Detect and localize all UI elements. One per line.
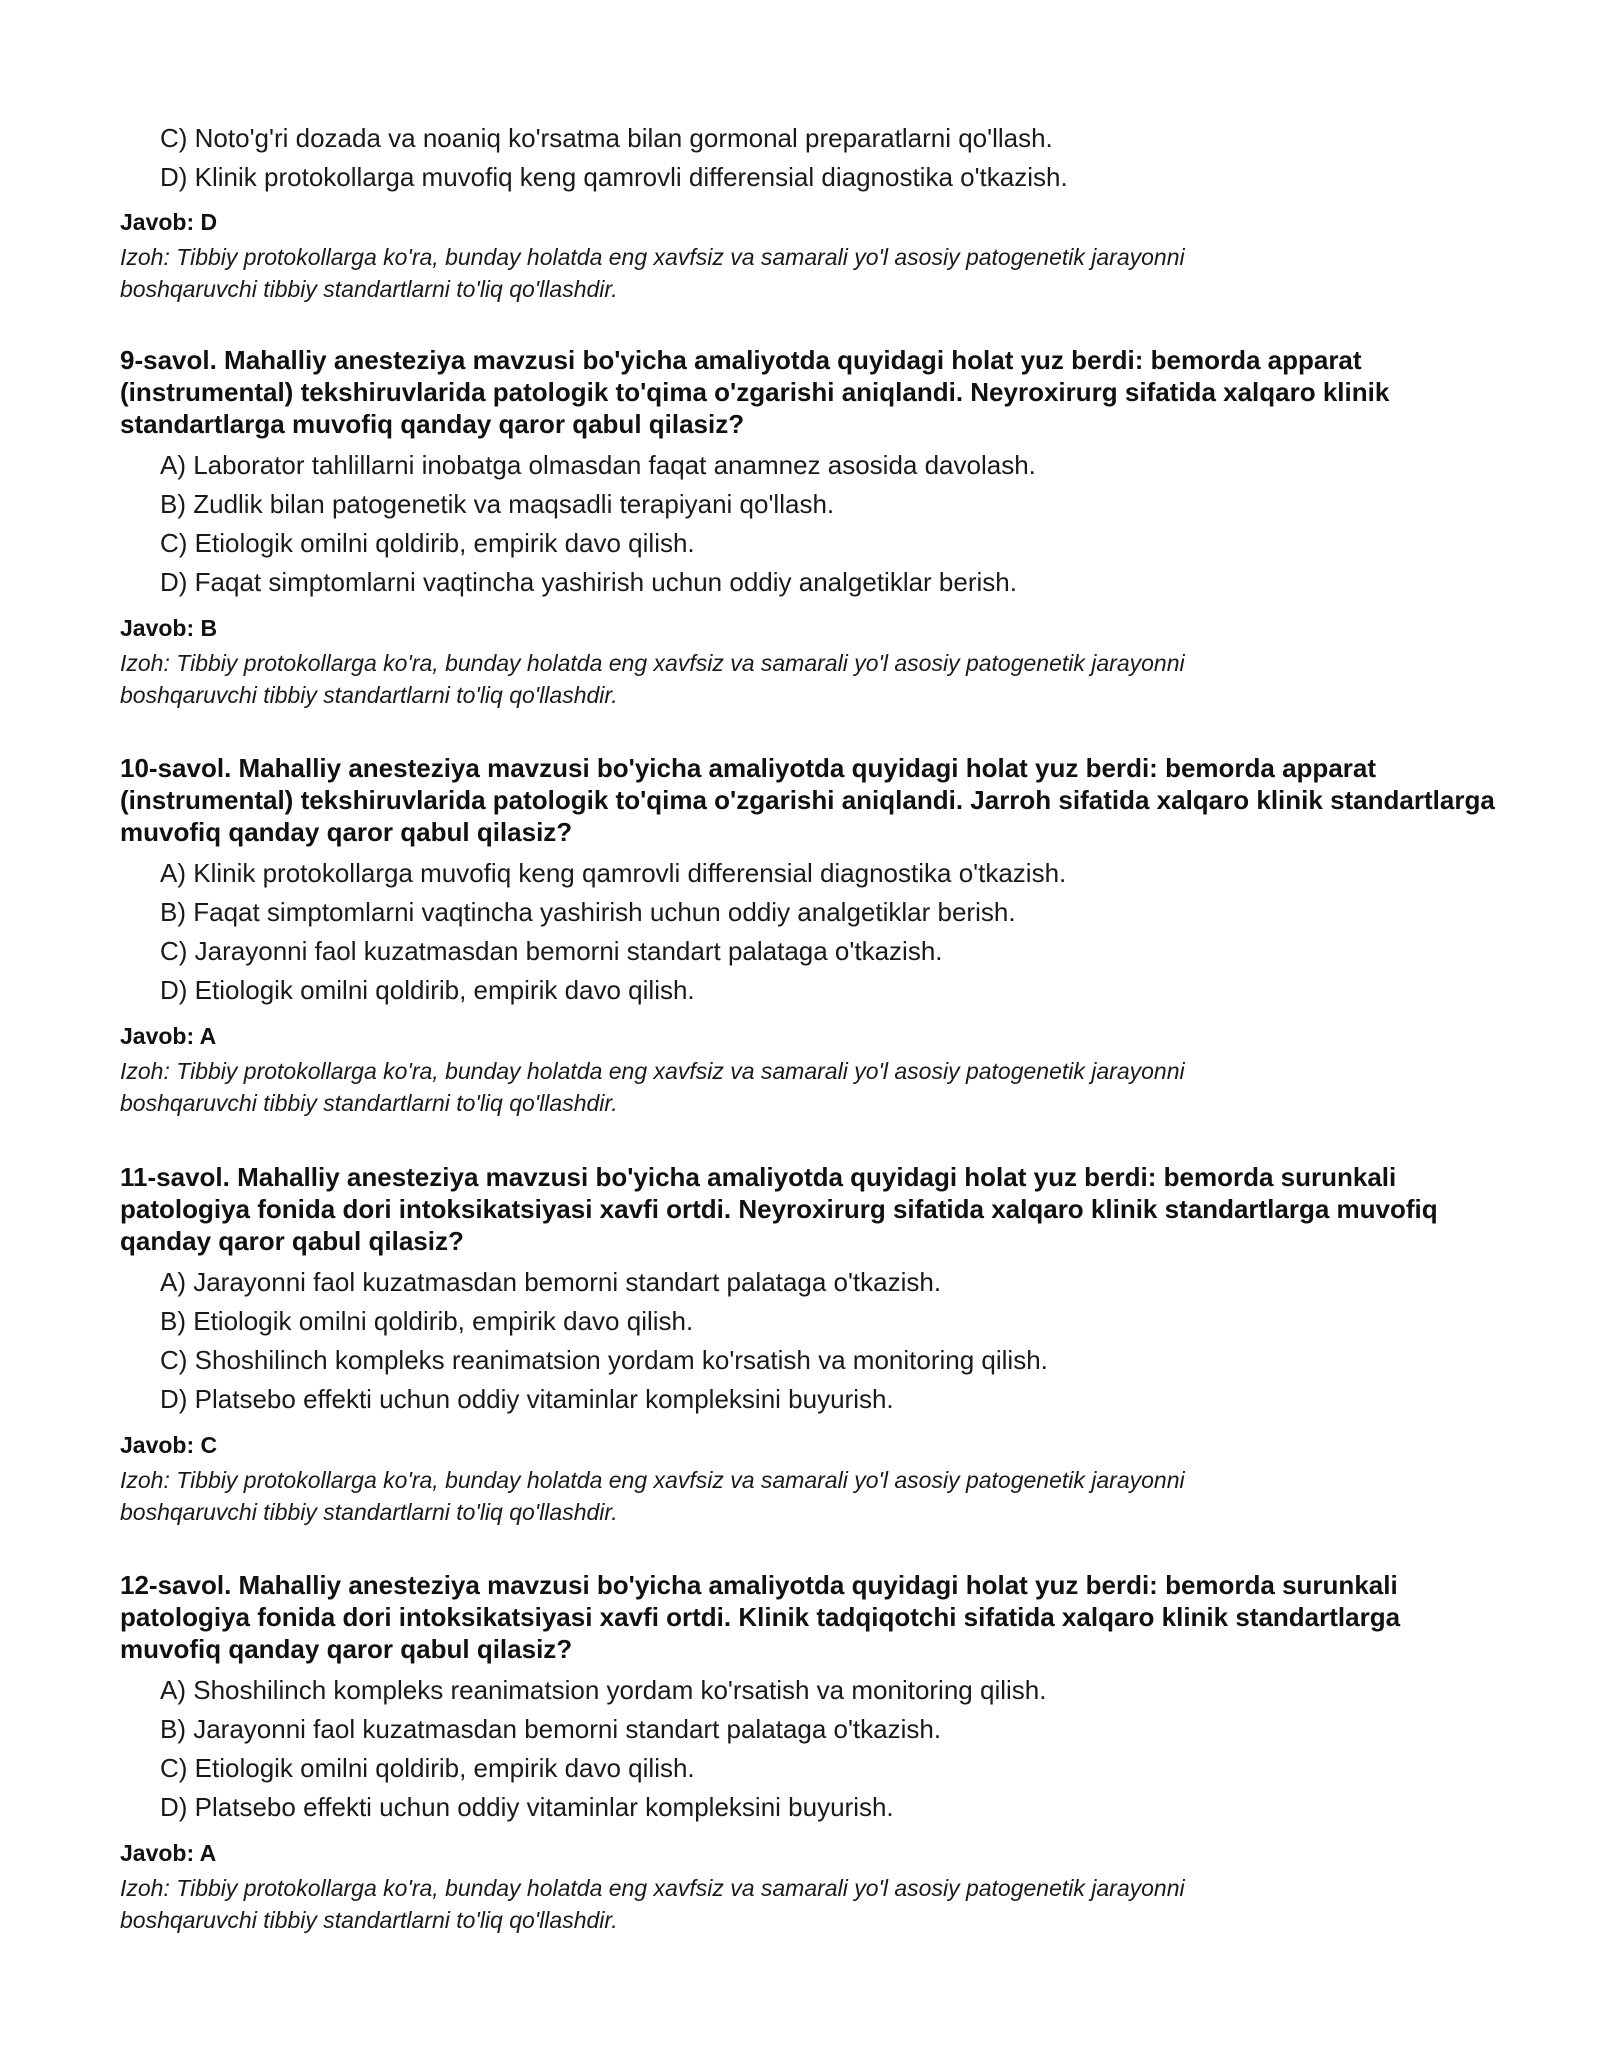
option-d: D) Klinik protokollarga muvofiq keng qamrovli differensial diagnostika o'tkazish.: [160, 162, 1068, 192]
note-line-2: boshqaruvchi tibbiy standartlarni to'liq qo'llashdir.: [120, 1907, 618, 1933]
answer-label: Javob: C: [120, 1432, 218, 1458]
note-line-2: boshqaruvchi tibbiy standartlarni to'liq qo'llashdir.: [120, 682, 618, 708]
answer-label: Javob: D: [120, 209, 218, 235]
option-c: C) Noto'g'ri dozada va noaniq ko'rsatma bilan gormonal preparatlarni qo'llash.: [160, 123, 1053, 153]
note-line-1: Izoh: Tibbiy protokollarga ko'ra, bunday holatda eng xavfsiz va samarali yo'l asosiy patogenetik jarayonni: [120, 1058, 1185, 1084]
option-c: C) Shoshilinch kompleks reanimatsion yordam ko'rsatish va monitoring qilish.: [160, 1345, 1048, 1375]
option-a: A) Klinik protokollarga muvofiq keng qamrovli differensial diagnostika o'tkazish.: [160, 858, 1067, 888]
question-text: 11-savol. Mahalliy anesteziya mavzusi bo'yicha amaliyotda quyidagi holat yuz berdi: bemorda surunkali patologiya fonida dori intoksikatsiyasi xavfi ortdi. Neyroxirurg sifatida xalqaro klinik standartlarga muvofiq qanday qaror qabul qilasiz?: [120, 1162, 1438, 1256]
option-b: B) Faqat simptomlarni vaqtincha yashirish uchun oddiy analgetiklar berish.: [160, 897, 1016, 927]
note-line-1: Izoh: Tibbiy protokollarga ko'ra, bunday holatda eng xavfsiz va samarali yo'l asosiy patogenetik jarayonni: [120, 1875, 1185, 1901]
option-c: C) Etiologik omilni qoldirib, empirik davo qilish.: [160, 1753, 695, 1783]
option-a: A) Shoshilinch kompleks reanimatsion yordam ko'rsatish va monitoring qilish.: [160, 1675, 1047, 1705]
option-a: A) Jarayonni faol kuzatmasdan bemorni standart palataga o'tkazish.: [160, 1267, 942, 1297]
option-d: D) Platsebo effekti uchun oddiy vitaminlar kompleksini buyurish.: [160, 1792, 894, 1822]
option-b: B) Etiologik omilni qoldirib, empirik davo qilish.: [160, 1306, 694, 1336]
answer-label: Javob: A: [120, 1840, 217, 1866]
note-line-2: boshqaruvchi tibbiy standartlarni to'liq qo'llashdir.: [120, 1499, 618, 1525]
question-text: 9-savol. Mahalliy anesteziya mavzusi bo'yicha amaliyotda quyidagi holat yuz berdi: bemorda apparat (instrumental) tekshiruvlarida patologik to'qima o'zgarishi aniqlandi. Neyroxirurg sifatida xalqaro klinik standartlarga muvofiq qanday qaror qabul qilasiz?: [120, 345, 1390, 439]
option-d: D) Faqat simptomlarni vaqtincha yashirish uchun oddiy analgetiklar berish.: [160, 567, 1017, 597]
answer-label: Javob: B: [120, 615, 218, 641]
option-d: D) Platsebo effekti uchun oddiy vitaminlar kompleksini buyurish.: [160, 1384, 894, 1414]
option-a: A) Laborator tahlillarni inobatga olmasdan faqat anamnez asosida davolash.: [160, 450, 1036, 480]
option-b: B) Zudlik bilan patogenetik va maqsadli terapiyani qo'llash.: [160, 489, 835, 519]
option-c: C) Jarayonni faol kuzatmasdan bemorni standart palataga o'tkazish.: [160, 936, 943, 966]
option-d: D) Etiologik omilni qoldirib, empirik davo qilish.: [160, 975, 695, 1005]
question-text: 10-savol. Mahalliy anesteziya mavzusi bo'yicha amaliyotda quyidagi holat yuz berdi: bemorda apparat (instrumental) tekshiruvlarida patologik to'qima o'zgarishi aniqlandi. Jarroh sifatida xalqaro klinik standartlarga muvofiq qanday qaror qabul qilasiz?: [120, 753, 1495, 847]
note-line-1: Izoh: Tibbiy protokollarga ko'ra, bunday holatda eng xavfsiz va samarali yo'l asosiy patogenetik jarayonni: [120, 1467, 1185, 1493]
answer-label: Javob: A: [120, 1023, 217, 1049]
note-line-2: boshqaruvchi tibbiy standartlarni to'liq qo'llashdir.: [120, 1090, 618, 1116]
note-line-1: Izoh: Tibbiy protokollarga ko'ra, bunday holatda eng xavfsiz va samarali yo'l asosiy patogenetik jarayonni: [120, 650, 1185, 676]
option-b: B) Jarayonni faol kuzatmasdan bemorni standart palataga o'tkazish.: [160, 1714, 942, 1744]
note-line-1: Izoh: Tibbiy protokollarga ko'ra, bunday holatda eng xavfsiz va samarali yo'l asosiy patogenetik jarayonni: [120, 244, 1185, 270]
option-c: C) Etiologik omilni qoldirib, empirik davo qilish.: [160, 528, 695, 558]
question-text: 12-savol. Mahalliy anesteziya mavzusi bo'yicha amaliyotda quyidagi holat yuz berdi: bemorda surunkali patologiya fonida dori intoksikatsiyasi xavfi ortdi. Klinik tadqiqotchi sifatida xalqaro klinik standartlarga muvofiq qanday qaror qabul qilasiz?: [120, 1570, 1401, 1664]
note-line-2: boshqaruvchi tibbiy standartlarni to'liq qo'llashdir.: [120, 276, 618, 302]
